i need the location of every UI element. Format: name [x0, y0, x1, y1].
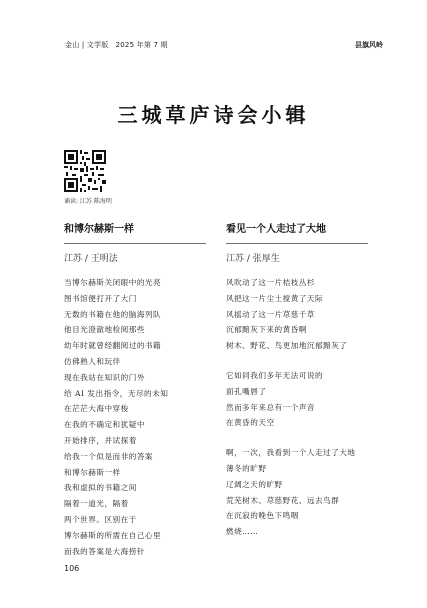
poem-line: 在我的不确定和犹疑中 [64, 420, 145, 430]
poem-line: 和博尔赫斯一样 [64, 467, 121, 477]
poem-line: 我和虚拟的书籍之间 [64, 483, 137, 493]
poem-line: 现在我站在知识的门外 [64, 372, 145, 382]
poem-line: 仿佛熟人和玩伴 [64, 356, 121, 366]
poem-column-left [64, 222, 214, 559]
poem-body [64, 275, 214, 559]
poem-line: 然而多年来总有一个声音 [226, 402, 316, 412]
poem-line: 树木、野花、鸟更加地沉郁黯灰了 [226, 341, 348, 351]
poem-line: 而我的答案是大海捞针 [64, 546, 145, 556]
poem-column-right [226, 222, 376, 540]
title-divider [226, 243, 368, 244]
title-divider [64, 243, 206, 244]
page-number: 106 [64, 564, 80, 573]
poem-body [226, 275, 376, 540]
poem-author: 江苏 / 张厚生 [226, 254, 280, 264]
stanza-break [226, 354, 376, 368]
poem-line: 在沉寂的晚色下鸣咽 [226, 511, 299, 521]
qr-caption: 诵读: 江苏 陈海明 [64, 198, 112, 205]
column-name-header: 县旗风岭 [355, 41, 383, 49]
poem-line: 博尔赫斯的所需在自己心里 [64, 530, 162, 540]
poem-line: 当博尔赫斯关闭眼中的光亮 [64, 278, 162, 287]
poem-line: 辽阔之天的旷野 [226, 479, 283, 489]
page-title: 三城草庐诗会小辑 [117, 103, 310, 127]
journal-issue-header: 金山 | 文学版 2025 年第 7 期 [65, 41, 168, 49]
poem-author: 江苏 / 王明法 [64, 254, 118, 264]
poem-line: 两个世界。区别在于 [64, 514, 137, 524]
poem-line: 燃烧…… [226, 527, 259, 537]
poem-title: 看见一个人走过了大地 [226, 224, 326, 235]
poem-line: 风把这一片尘土搅黄了天际 [226, 293, 324, 303]
poem-line: 薄冬的旷野 [226, 463, 267, 473]
stanza-break [226, 431, 376, 445]
poem-line: 图书馆便打开了大门 [64, 293, 137, 303]
poem-line: 它如同我们多年无法可说的 [226, 370, 324, 380]
poem-line: 给 AI 发出指令，无尽的未知 [64, 388, 169, 398]
poem-line: 开始排序，并试探着 [64, 435, 137, 445]
poem-line: 在茫茫大海中穿梭 [64, 404, 129, 414]
poem-line: 荒芜树木、荩慈野花、远去鸟群 [226, 495, 340, 505]
qr-code-icon[interactable] [64, 150, 106, 192]
poem-line: 他目光澄澈地检阅那些 [64, 325, 145, 335]
poem-line: 隔着一道光，隔着 [64, 499, 129, 509]
poem-line: 幼年时就曾经翻阅过的书籍 [64, 341, 162, 351]
poem-line: 啊，一次，我看到一个人走过了大地 [226, 448, 356, 458]
poem-line: 在黄昏的天空 [226, 418, 275, 428]
poem-line: 无数的书籍在他的脑海列队 [64, 309, 162, 319]
poem-line: 面孔嘴唇了 [226, 386, 267, 396]
poem-line: 风吹动了这一片桔枝丛杉 [226, 278, 316, 287]
poem-line: 风摇动了这一片荩慈千草 [226, 309, 316, 319]
poem-title: 和博尔赫斯一样 [64, 224, 134, 235]
poem-line: 给我一个似是而非的答案 [64, 451, 154, 461]
poem-line: 沉郁黯灰下来的黄昏啊 [226, 325, 307, 335]
